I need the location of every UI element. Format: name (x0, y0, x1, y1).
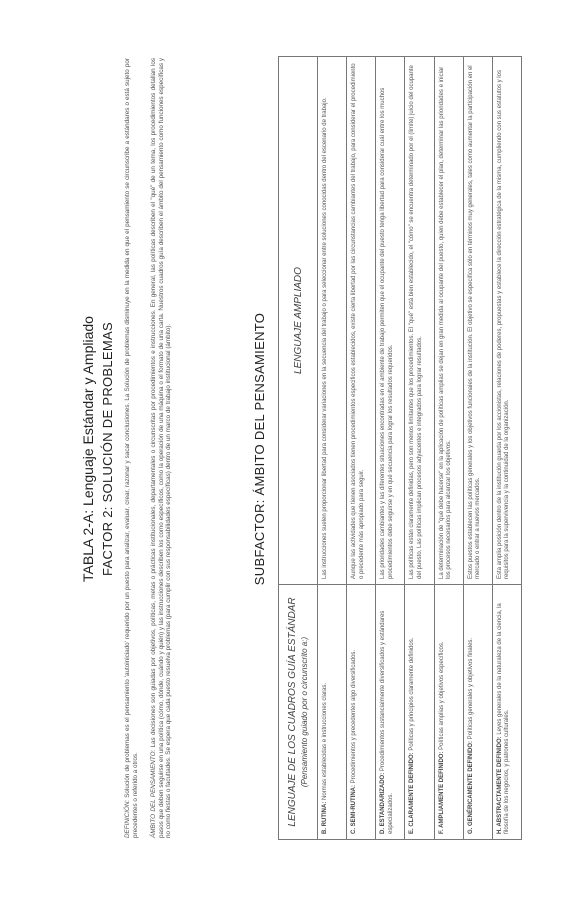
scope-paragraph (150, 58, 173, 838)
standard-cell (435, 584, 463, 839)
expanded-column-title: LENGUAJE AMPLIADO (292, 267, 304, 374)
standard-text: Procedimientos y precedentes algo diversificados. (351, 649, 358, 784)
expanded-cell: Las prioridades cambiantes y las diferentes situaciones encontradas en el ambiente de trabajo permiten que el ocupante del puesto tenga libertad para considerar cuál entre los muchos procedimientos debe seguirse y en qué secuencia para lograr los resultados requeridos. (380, 87, 394, 579)
language-table (278, 56, 522, 840)
standard-text: Políticas generales y objetivos finales. (467, 637, 474, 740)
level-label: G. GENÉRICAMENTE DEFINIDO: (467, 740, 474, 834)
standard-cell (318, 584, 346, 839)
expanded-cell: Las instrucciones suelen proporcionar libertad para considerar variaciones en la secuencia del trabajo o para seleccionar entre soluciones conocidas dentro del escenario de trabajo. (322, 97, 328, 579)
subfactor-title: SUBFACTOR: ÁMBITO DEL PENSAMIENTO (252, 312, 267, 586)
standard-text: Normas establecidas e instrucciones claras. (322, 682, 328, 800)
definition-text: Solución de problemas es el pensamiento 'autoiniciado' requerido por un puesto para analizar, evaluar, crear, razonar y sacar conclusiones. La Solución de problemas disminuye en la medida en que el pensamiento se circunscribe a estándares o está sujeto por precedentes o referido a otros. (124, 58, 139, 838)
standard-column-subtitle: (Pensamiento guiado por o circunscrito a:) (300, 636, 309, 788)
expanded-cell: La determinación de "qué debe hacerse" en la aplicación de políticas amplias se dejan en gran medida al ocupante del puesto, quien debe establecer el plan, determinar las prioridades e iniciar los procesos necesarios para alcanzar los objetivos. (438, 66, 452, 579)
standard-cell (376, 584, 404, 839)
level-label: F. AMPLIAMENTE DEFINIDO: (438, 751, 445, 834)
table-title: TABLA 2-A: Lenguaje Estándar y Ampliado (80, 316, 96, 582)
scope-label: ÁMBITO DEL PENSAMIENTO: (150, 749, 157, 838)
expanded-cell: Aunque las actividades que tienen asociados tienen procedimientos especificos establecidos, existe cierta libertad por las circunstancias cambiantes del trabajo, para considerar el procedimiento o precedente más apropiado para seguir. (351, 63, 365, 579)
level-label: E. CLARAMENTE DEFINIDO: (409, 752, 416, 834)
level-label: D. ESTANDARIZADO: (380, 772, 387, 834)
table-row (318, 57, 347, 839)
standard-text: Leyes generales de la naturaleza de la ciencia, la filosofía de los negocios, y patrones culturales. (496, 603, 511, 834)
expanded-cell: Esta amplia posición dentro de la institución guarda por los accionistas, relaciones de poderes, propuestas y establece la dirección estratégica de la misma, cumpliendo con sus estatutos y los requisitos para la supervivencia y la continuidad de la organización. (496, 70, 511, 579)
expanded-column-header (279, 57, 317, 584)
table-row (347, 57, 376, 839)
level-label: C. SEMI-RUTINA: (351, 785, 358, 834)
expanded-cell: Las políticas están claramente definidas, pero son menos limitantes que los procedimientos. El "qué" está bien establecido, el "cómo" se encuentra determinado por el (limite) juicio del ocupante del puesto. Las políticas implican procesos adyacentes e integrados para lograr resultados. (409, 65, 423, 579)
definition-label: DEFINICIÓN: (124, 799, 131, 838)
standard-cell (464, 584, 492, 839)
table-header-row (279, 57, 318, 839)
standard-column-title: LENGUAJE DE LOS CUADROS GUÍA ESTÁNDAR (287, 597, 298, 827)
table-row (493, 57, 521, 839)
level-label: H. ABSTRACTAMENTE DEFINIDO: (496, 736, 503, 834)
level-label: B. RUTINA: (322, 801, 328, 834)
scope-text: Las decisiones son guiadas por objetivos, políticas, metas o prácticas institucionales, departamentales o circunscritas por procedimientos e instrucciones. En general, las políticas describen el "qué" de un tema, los procedimientos detallan los pasos que deben seguirse en una política (cómo, dónde, cuándo y quién) y las instrucciones describen los como específicos, como la operación de una máquina o el formato de una carta. Nuestros cuadros guía describen el ámbito del pensamiento como funciones específicas y no como fiestas o facultades. Se espera que cada puesto resuelva problemas (para cumplir con sus responsabilidades específicas) dentro de un marco de trabajo institucional (ámbito). (150, 58, 173, 838)
table-row (464, 57, 493, 839)
table-row (376, 57, 405, 839)
definition-paragraph (124, 58, 139, 838)
standard-cell (493, 584, 521, 839)
standard-text: Políticas amplias y objetivos específicos. (438, 641, 445, 750)
standard-text: Procedimientos sustancialmente diversificados y estándares especializados. (380, 610, 394, 834)
expanded-cell: Estos puestos establecen las políticas generales y los objetivos funcionales de la institución. El objetivo se especifica sólo en términos muy generales, tales como aumentar la participación en el mercado o entrar a nuevos mercados. (467, 65, 482, 579)
table-row (405, 57, 434, 839)
standard-cell (347, 584, 375, 839)
standard-text: Políticas y principios claramente definidos. (409, 637, 416, 751)
factor-title: FACTOR 2: SOLUCIÓN DE PROBLEMAS (100, 322, 115, 576)
table-row (435, 57, 464, 839)
standard-column-header (279, 584, 317, 839)
standard-cell (405, 584, 433, 839)
